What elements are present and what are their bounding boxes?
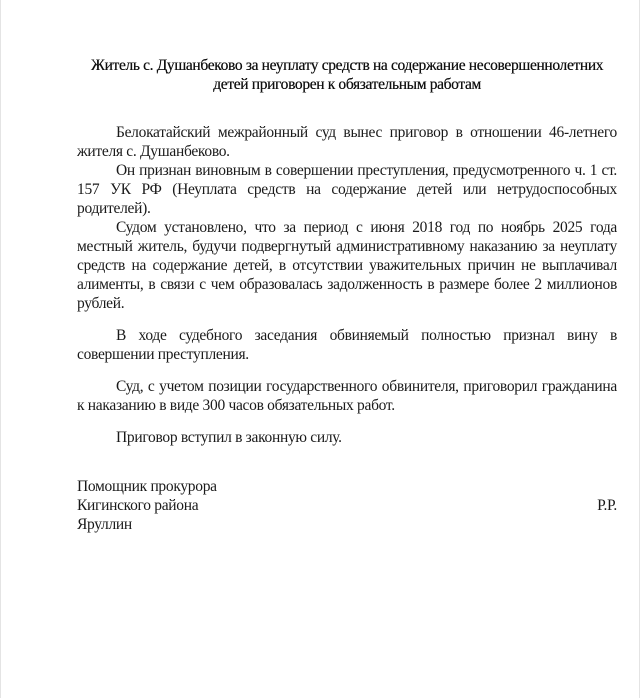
paragraph: Приговор вступил в законную силу. — [116, 429, 342, 446]
signature-position: Помощник прокурора — [77, 478, 217, 495]
paragraph: В ходе судебного заседания обвиняемый полностью признал вину в совершении преступления. — [77, 327, 617, 363]
signature-block — [77, 477, 617, 534]
signature-initials: Р.Р. — [597, 497, 617, 514]
signature-line — [77, 515, 617, 534]
document-title: Житель с. Душанбеково за неуплату средств на содержание несовершеннолетних детей приговорен к обязательным работам — [90, 57, 604, 93]
signature-surname: Яруллин — [77, 516, 132, 533]
document-body — [77, 123, 617, 447]
paragraph: Он признан виновным в совершении преступления, предусмотренного ч. 1 ст. 157 УК РФ (Неуплата средств на содержание детей или нетрудоспособных родителей). — [77, 162, 617, 217]
paragraph: Суд, с учетом позиции государственного обвинителя, приговорил гражданина к наказанию в виде 300 часов обязательных работ. — [77, 378, 617, 414]
signature-line — [77, 496, 617, 515]
signature-district: Кигинского района — [77, 497, 199, 514]
paragraph: Белокатайский межрайонный суд вынес приговор в отношении 46-летнего жителя с. Душанбеково. — [77, 124, 617, 160]
signature-line — [77, 477, 617, 496]
paragraph: Судом установлено, что за период с июня 2018 год по ноябрь 2025 года местный житель, будучи подвергнутый административному наказанию за неуплату средств на содержание детей, в отсутствии уважительных причин не выплачивал алименты, в связи с чем образовалась задолженность в размере более 2 миллионов рублей. — [77, 219, 617, 312]
